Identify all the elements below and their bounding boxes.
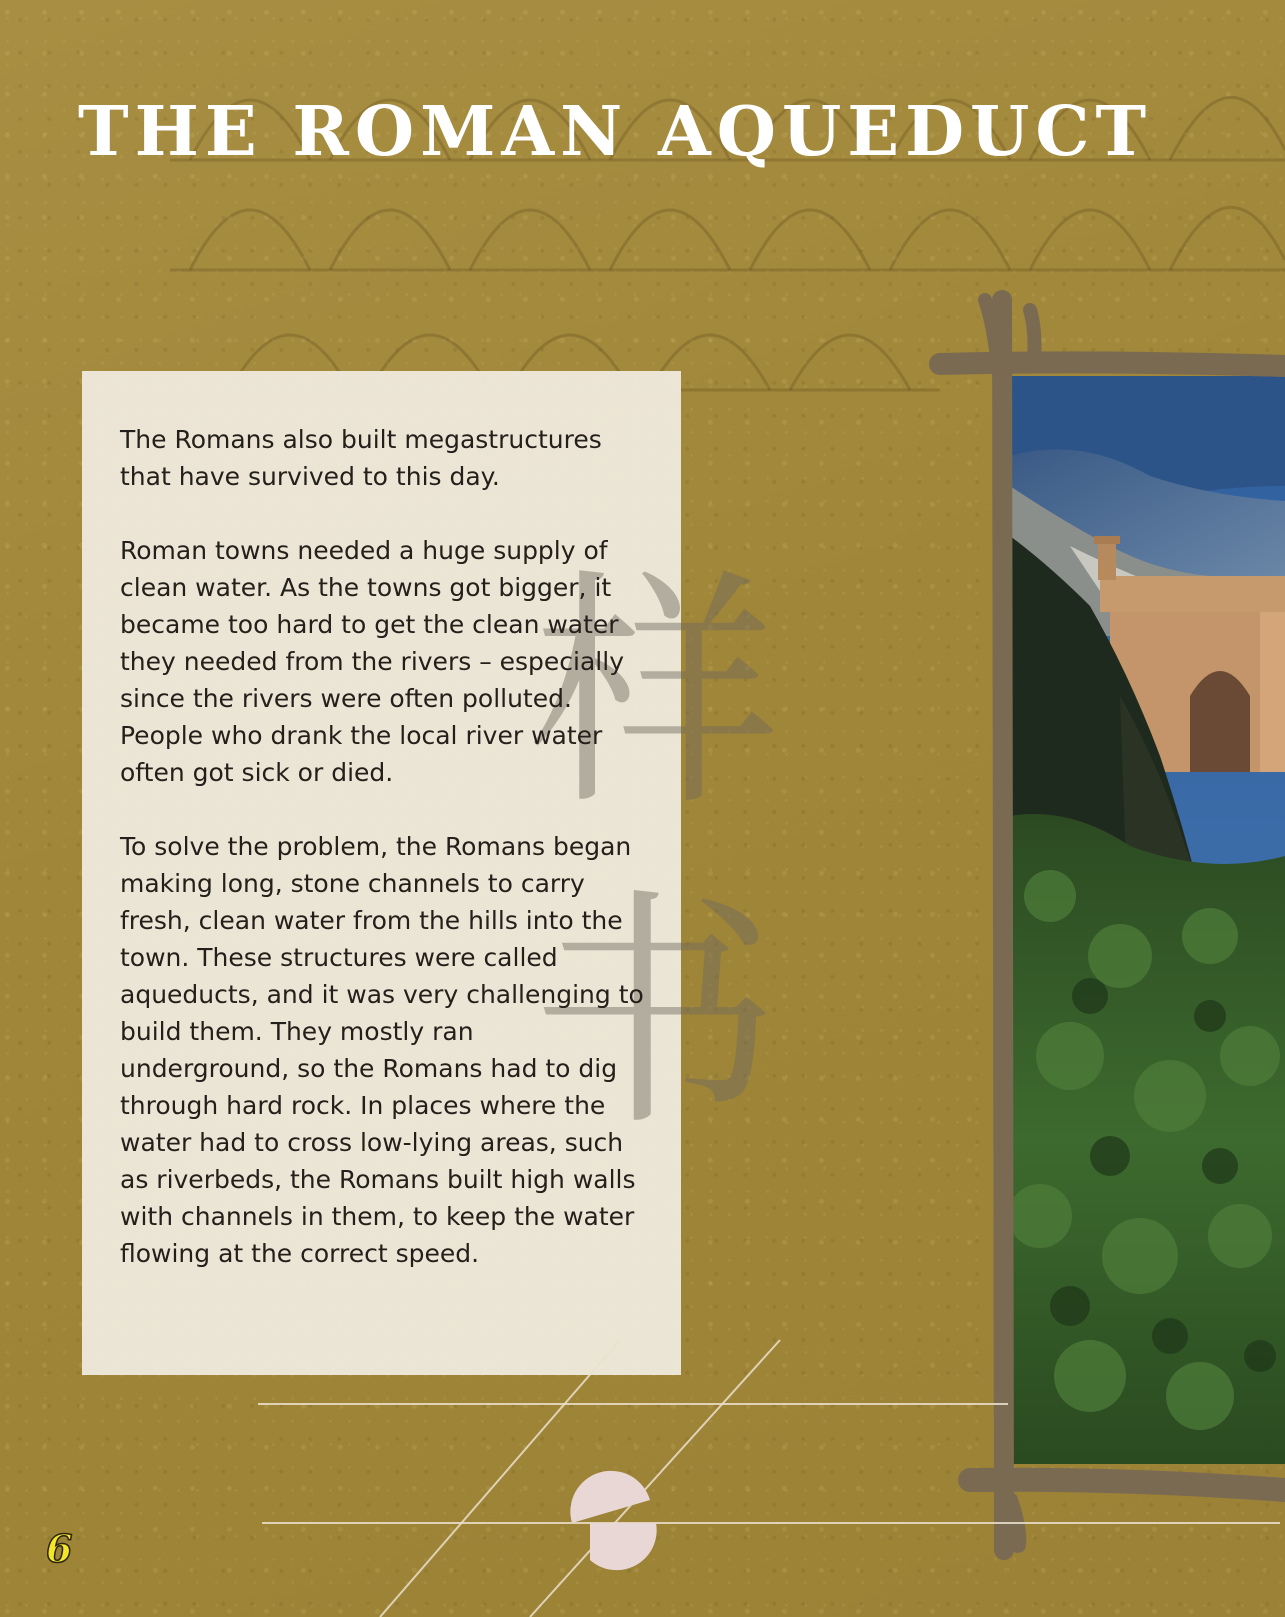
half-circle-decoration-bottom: [590, 1523, 657, 1570]
page-title: THE ROMAN AQUEDUCT: [78, 92, 1153, 172]
half-circle-decoration-top: [570, 1471, 650, 1523]
water-supply-paragraph: Roman towns needed a huge supply of clean water. As the towns got bigger, it became too hard to get the clean water they needed from the rivers – especially since the rivers were often polluted. People who drank the local river water often got sick or died.: [120, 536, 624, 787]
watermark-char-1: 样: [530, 548, 780, 839]
watermark-char-2: 书: [530, 868, 780, 1159]
page-number: 6: [46, 1526, 73, 1571]
aqueduct-paragraph: To solve the problem, the Romans began making long, stone channels to carry fresh, clean water from the hills into the town. These structures were called aqueducts, and it was very challenging to build them. They mostly ran underground, so the Romans had to dig through hard rock. In places where the water had to cross low-lying areas, such as riverbeds, the Romans built high walls with channels in them, to keep the water flowing at the correct speed.: [120, 832, 644, 1268]
intro-paragraph: The Romans also built megastructures that have survived to this day.: [120, 425, 602, 491]
